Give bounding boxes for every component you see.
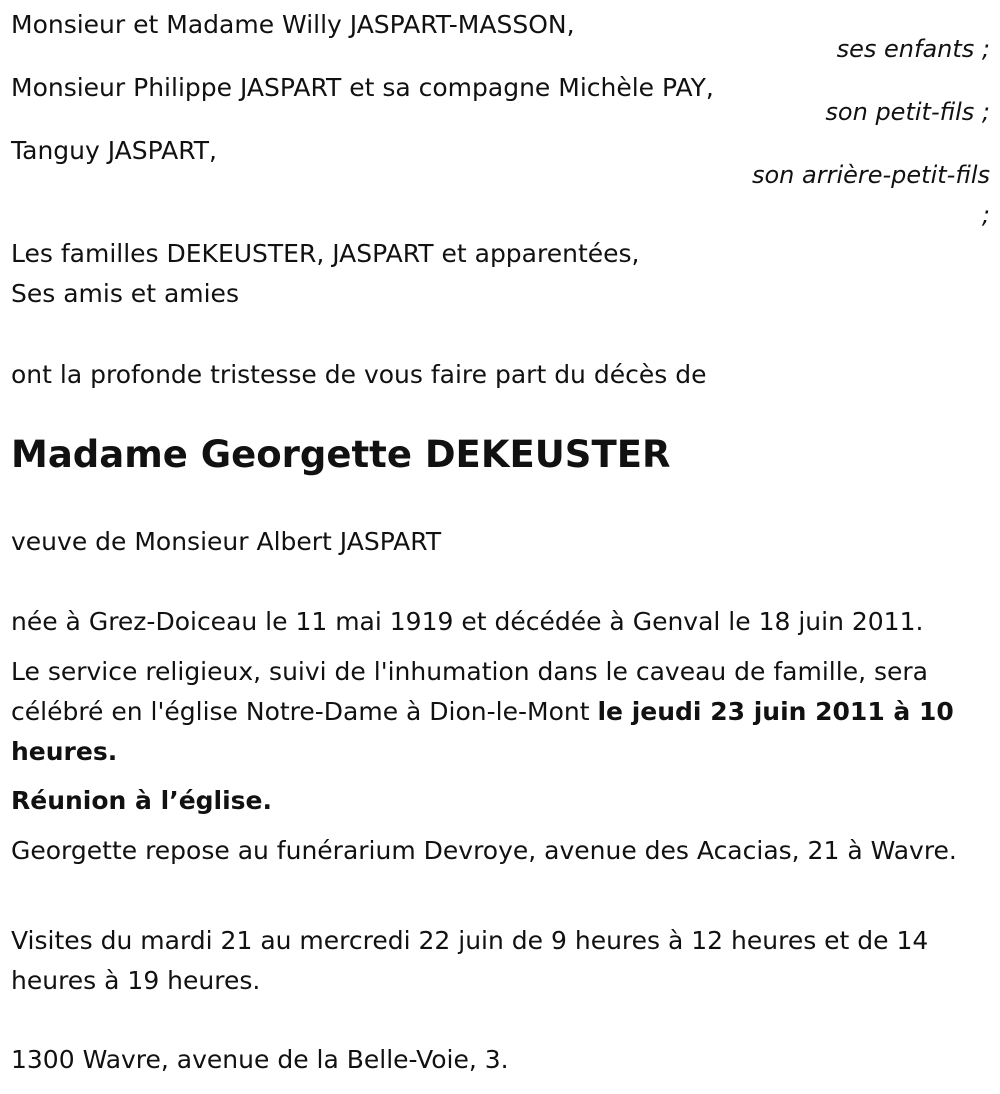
rest-paragraph: Georgette repose au funérarium Devroye, avenue des Acacias, 21 à Wavre. — [11, 836, 957, 865]
meeting-line: Réunion à l’église. — [11, 786, 273, 815]
service-datetime: le jeudi 23 juin 2011 à 10 heures. — [11, 697, 954, 766]
service-paragraph — [11, 652, 976, 772]
widow-of-line: veuve de Monsieur Albert JASPART — [11, 527, 442, 556]
announcement-text: ont la profonde tristesse de vous faire part du décès de — [11, 360, 707, 389]
grandson-names: Monsieur Philippe JASPART et sa compagne Michèle PAY, — [11, 73, 714, 102]
visits-paragraph: Visites du mardi 21 au mercredi 22 juin de 9 heures à 12 heures et de 14 heures à 19 heures. — [11, 926, 929, 995]
birth-death-line: née à Grez-Doiceau le 11 mai 1919 et décédée à Genval le 18 juin 2011. — [11, 607, 924, 636]
address-line: 1300 Wavre, avenue de la Belle-Voie, 3. — [11, 1045, 509, 1074]
children-names: Monsieur et Madame Willy JASPART-MASSON, — [11, 10, 575, 39]
children-role: ses enfants ; — [836, 35, 990, 63]
deceased-name: Madame Georgette DEKEUSTER — [11, 433, 671, 476]
friends-line: Ses amis et amies — [11, 279, 239, 308]
greatgrandson-role: son arrière-petit-fils — [751, 161, 990, 189]
greatgrandson-names: Tanguy JASPART, — [11, 136, 218, 165]
service-text: Le service religieux, suivi de l'inhumation dans le caveau de famille, sera célébré en l'église Notre-Dame à Dion-le-Mont — [11, 657, 928, 726]
families-line: Les familles DEKEUSTER, JASPART et apparentées, — [11, 239, 640, 268]
greatgrandson-role-end: ; — [981, 201, 990, 229]
grandson-role: son petit-fils ; — [825, 98, 990, 126]
